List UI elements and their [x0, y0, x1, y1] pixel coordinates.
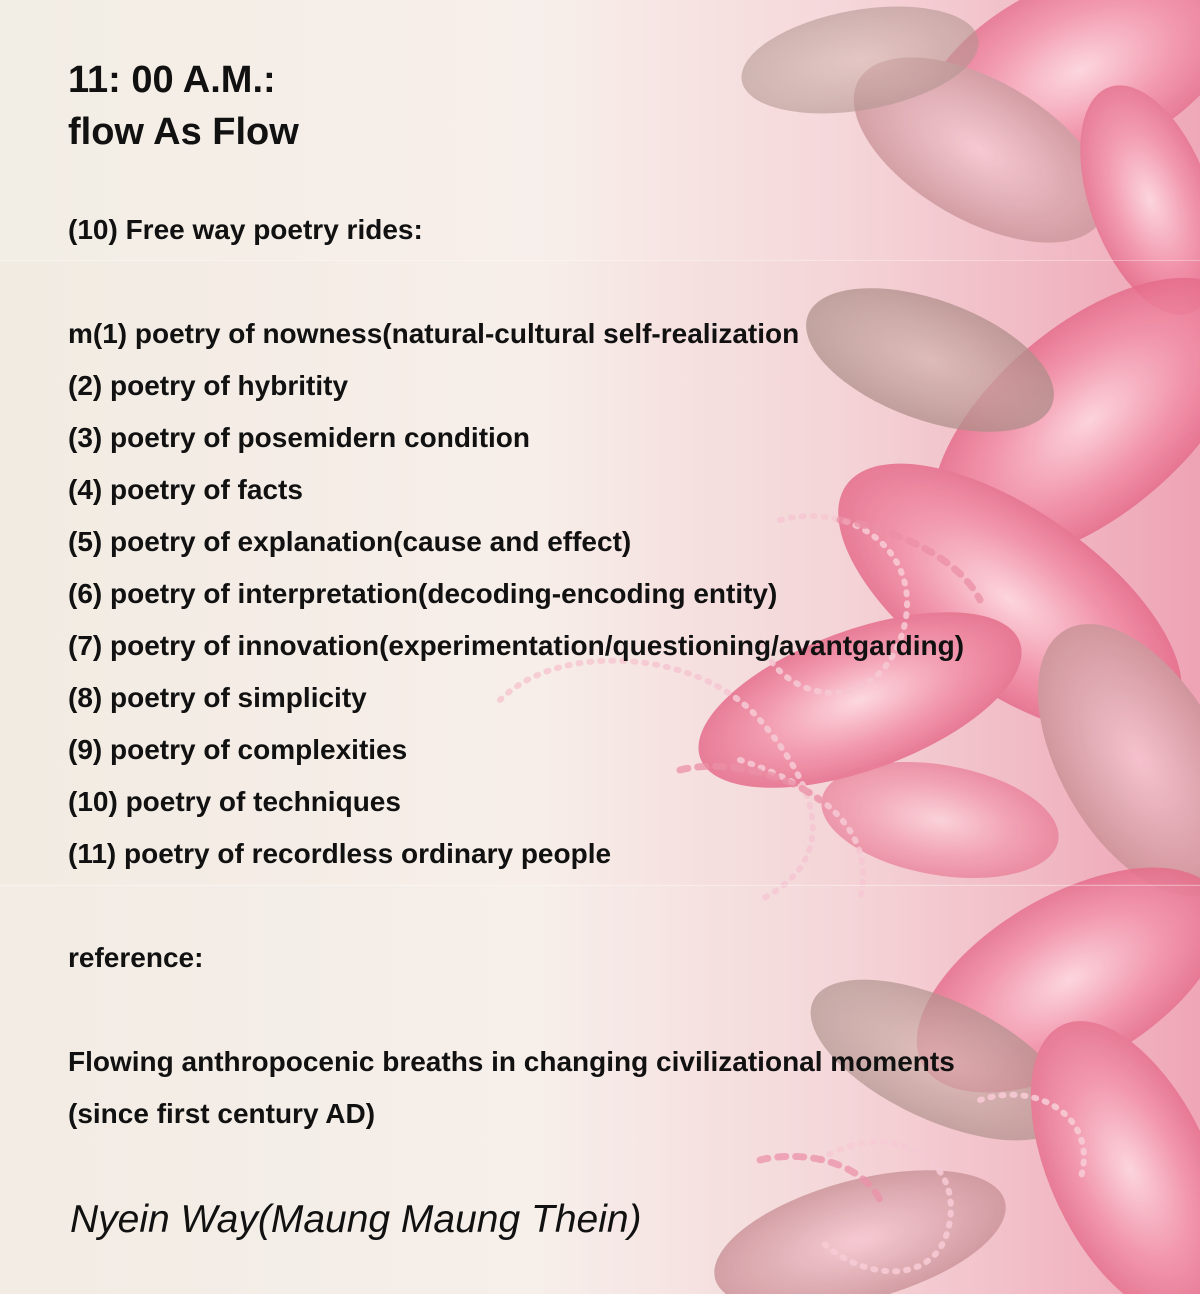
- poem-list: [68, 308, 964, 880]
- poem-title: [68, 54, 964, 158]
- poem-intro: (10) Free way poetry rides:: [68, 214, 423, 245]
- poem-body: [68, 54, 964, 1140]
- poem-line-2: (2) poetry of hybritity: [68, 370, 349, 401]
- reference-label: reference:: [68, 942, 204, 973]
- poem-title-line-2: flow As Flow: [68, 111, 299, 153]
- poem-line-4: (4) poetry of facts: [68, 474, 303, 505]
- poem-line-7: (7) poetry of innovation(experimentation/questioning/avantgarding): [68, 630, 965, 661]
- reference-line-1: Flowing anthropocenic breaths in changing civilizational moments: [68, 1046, 955, 1077]
- poem-line-8: (8) poetry of simplicity: [68, 682, 367, 713]
- poem-line-6: (6) poetry of interpretation(decoding-encoding entity): [68, 578, 778, 609]
- author-name: Nyein Way(Maung Maung Thein): [70, 1198, 642, 1241]
- poem-line-11: (11) poetry of recordless ordinary people: [68, 838, 612, 869]
- poem-line-1: m(1) poetry of nowness(natural-cultural self-realization: [68, 318, 800, 349]
- poem-line-10: (10) poetry of techniques: [68, 786, 401, 817]
- poem-line-5: (5) poetry of explanation(cause and effect): [68, 526, 632, 557]
- reference-lines: [68, 1036, 964, 1140]
- reference-line-2: (since first century AD): [68, 1098, 376, 1129]
- poem-title-line-1: 11: 00 A.M.:: [68, 59, 276, 101]
- poem-line-3: (3) poetry of posemidern condition: [68, 422, 531, 453]
- poem-line-9: (9) poetry of complexities: [68, 734, 408, 765]
